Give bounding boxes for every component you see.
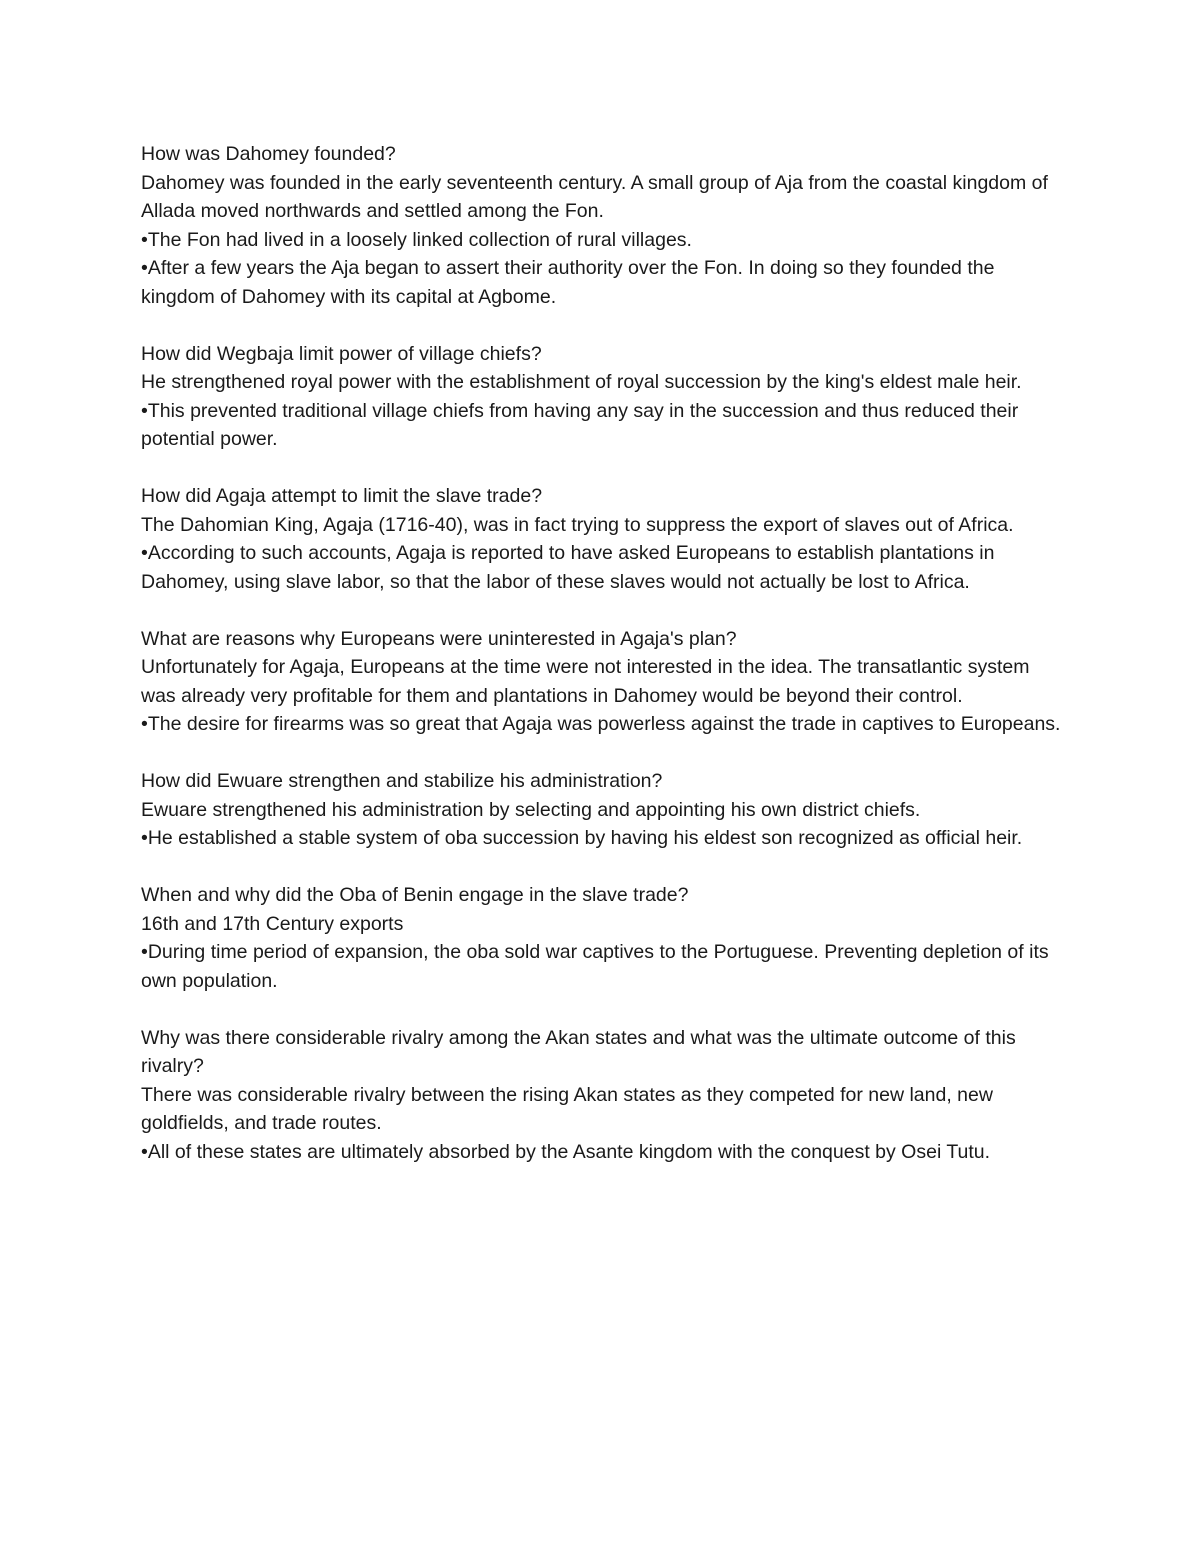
qa-section-ewuare <box>141 767 1061 853</box>
question-text: Why was there considerable rivalry among the Akan states and what was the ultimate outcome of this rivalry? <box>141 1026 1022 1077</box>
answer-text: Unfortunately for Agaja, Europeans at the time were not interested in the idea. The transatlantic system was already very profitable for them and plantations in Dahomey would be beyond their control. <box>141 656 1035 707</box>
question-text: What are reasons why Europeans were uninterested in Agaja's plan? <box>141 627 737 650</box>
bullet-point: •The Fon had lived in a loosely linked collection of rural villages. <box>141 228 692 251</box>
qa-section-akan-states <box>141 1024 1061 1167</box>
bullet-point: •This prevented traditional village chiefs from having any say in the succession and thus reduced their potential power. <box>141 399 1024 450</box>
qa-section-oba-benin <box>141 881 1061 995</box>
qa-section-wegbaja <box>141 340 1061 454</box>
bullet-point: •During time period of expansion, the oba sold war captives to the Portuguese. Preventing depletion of its own population. <box>141 941 1055 992</box>
document-page <box>141 140 1061 1195</box>
question-text: How did Ewuare strengthen and stabilize his administration? <box>141 770 663 792</box>
bullet-point: •The desire for firearms was so great that Agaja was powerless against the trade in captives to Europeans. <box>141 713 1061 735</box>
answer-text: Ewuare strengthened his administration by selecting and appointing his own district chiefs. <box>141 798 921 821</box>
bullet-point: •All of these states are ultimately absorbed by the Asante kingdom with the conquest by Osei Tutu. <box>141 1140 991 1163</box>
question-text: How was Dahomey founded? <box>141 143 396 165</box>
qa-section-dahomey-founded <box>141 140 1061 311</box>
answer-text: The Dahomian King, Agaja (1716-40), was in fact trying to suppress the export of slaves out of Africa. <box>141 513 1014 536</box>
answer-text: He strengthened royal power with the establishment of royal succession by the king's eldest male heir. <box>141 371 1022 393</box>
bullet-point: •According to such accounts, Agaja is reported to have asked Europeans to establish plantations in Dahomey, using slave labor, so that the labor of these slaves would not actually be lost to Africa. <box>141 542 1000 593</box>
question-text: How did Agaja attempt to limit the slave trade? <box>141 485 543 507</box>
bullet-point: •After a few years the Aja began to assert their authority over the Fon. In doing so they founded the kingdom of Dahomey with its capital at Agbome. <box>141 257 1000 308</box>
answer-text: There was considerable rivalry between the rising Akan states as they competed for new land, new goldfields, and trade routes. <box>141 1083 999 1134</box>
answer-text: Dahomey was founded in the early seventeenth century. A small group of Aja from the coastal kingdom of Allada moved northwards and settled among the Fon. <box>141 171 1053 222</box>
qa-section-europeans <box>141 625 1061 739</box>
question-text: How did Wegbaja limit power of village chiefs? <box>141 342 542 365</box>
bullet-point: •He established a stable system of oba succession by having his eldest son recognized as official heir. <box>141 827 1023 849</box>
qa-section-agaja <box>141 482 1061 596</box>
answer-text: 16th and 17th Century exports <box>141 912 404 935</box>
question-text: When and why did the Oba of Benin engage in the slave trade? <box>141 884 689 906</box>
